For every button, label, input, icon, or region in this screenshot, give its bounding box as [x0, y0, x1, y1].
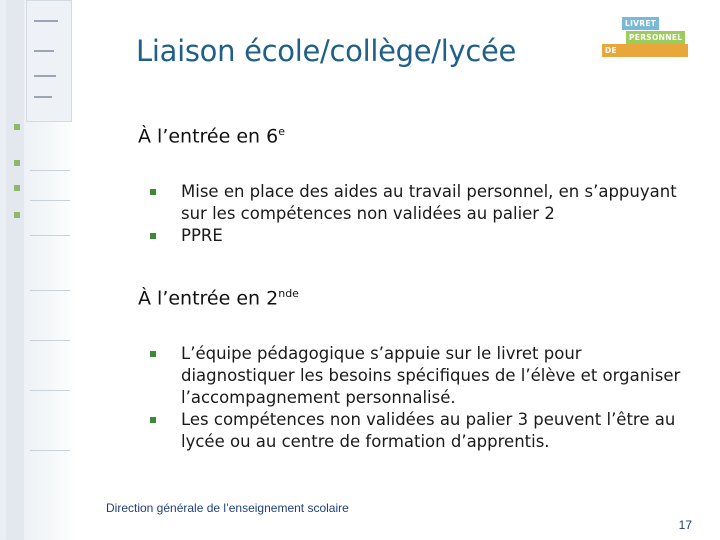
thumbnail-line: [34, 20, 58, 22]
thumbnail-marker: [14, 212, 20, 218]
thumbnail-marker: [14, 124, 20, 130]
logo-line-2: PERSONNEL: [626, 31, 685, 44]
heading-text: À l’entrée en 2: [138, 287, 279, 310]
bullet-marker: [150, 189, 156, 195]
thumbnail-line: [30, 290, 70, 291]
bullet-marker: [150, 417, 156, 423]
thumbnail-line: [30, 170, 70, 171]
bullet-bold-text: PPRE: [181, 226, 223, 245]
section-heading-2nde: [138, 287, 299, 309]
side-document-thumbnail: [0, 0, 76, 540]
page-number: 17: [678, 518, 692, 532]
list-item: [150, 409, 700, 453]
heading-superscript: nde: [278, 287, 299, 300]
bullet-text: , en s’appuyant sur les compétences non validées au palier 2: [181, 182, 677, 223]
list-item: [150, 343, 700, 409]
thumbnail-line: [30, 340, 70, 341]
section-heading-6e: [138, 125, 285, 147]
bullet-list-6e: [150, 181, 690, 247]
livret-logo: [598, 14, 688, 68]
thumbnail-header-block: [26, 0, 72, 122]
heading-superscript: e: [278, 125, 285, 138]
bullet-list-2nde: [150, 343, 700, 453]
bullet-bold-text: Mise en place des aides au travail personnel: [181, 182, 549, 201]
thumbnail-column: [6, 0, 24, 540]
thumbnail-line: [30, 390, 70, 391]
bullet-text: Les compétences non validées au palier 3 peuvent l’être au lycée ou au centre de formation d’apprentis.: [181, 410, 676, 451]
thumbnail-line: [34, 75, 56, 77]
list-item: [150, 225, 690, 247]
thumbnail-line: [34, 50, 54, 52]
thumbnail-marker: [14, 185, 20, 191]
list-item: [150, 181, 690, 225]
thumbnail-marker: [14, 160, 20, 166]
logo-line-3: DE COMPÉTENCES: [602, 44, 688, 57]
bullet-text: L’équipe pédagogique s’appuie sur le livret pour diagnostiquer les besoins spécifiques de l’élève et organiser l’accompagnement personnalisé.: [181, 344, 681, 407]
thumbnail-line: [30, 235, 70, 236]
thumbnail-line: [30, 450, 70, 451]
bullet-marker: [150, 233, 156, 239]
slide-title: Liaison école/collège/lycée: [136, 34, 517, 68]
thumbnail-line: [30, 200, 70, 201]
thumbnail-line: [34, 96, 52, 98]
logo-line-1: LIVRET: [622, 17, 659, 30]
bullet-marker: [150, 351, 156, 357]
footer-organization: Direction générale de l’enseignement scolaire: [106, 501, 349, 515]
heading-text: À l’entrée en 6: [138, 125, 279, 148]
